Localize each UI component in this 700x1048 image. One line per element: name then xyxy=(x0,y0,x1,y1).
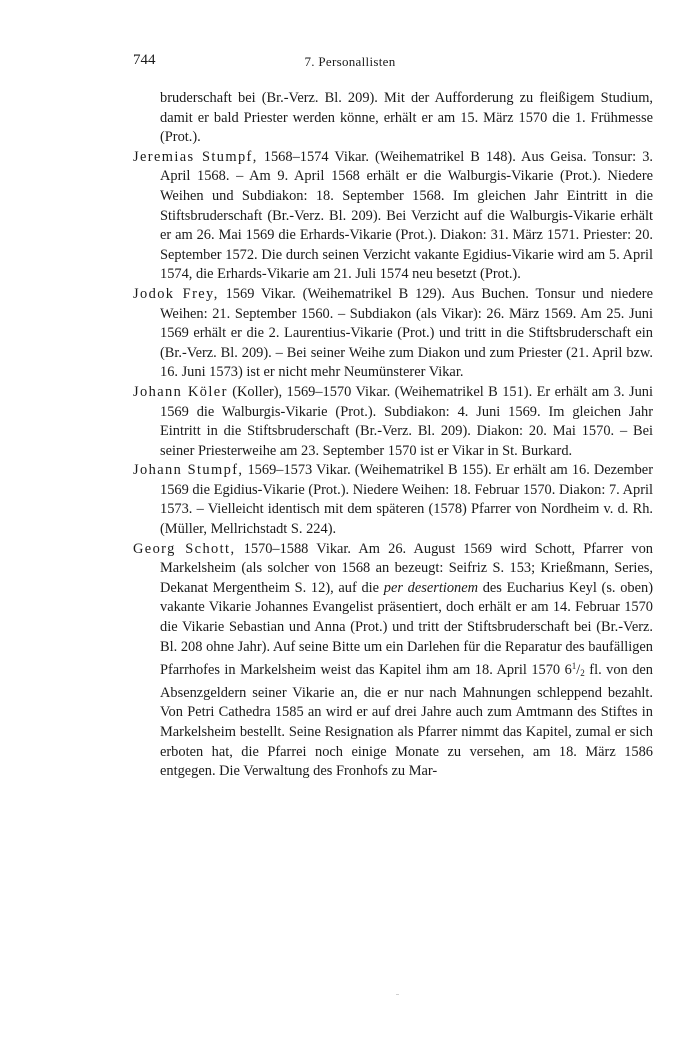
main-text-block xyxy=(133,89,653,782)
person-entry xyxy=(133,540,653,782)
entry-text: 1569 Vikar. (Weihematrikel B 129). Aus Buchen. Tonsur und niedere Weihen: 21. September 1560. – Subdiakon (als Vikar): 26. März 1569. Am 25. Juni 1569 erhält er die 2. Laurentius-Vikarie (Prot.) und tritt in die Stiftsbruderschaft ein (Br.-Verz. Bl. 209). – Bei seiner Weihe zum Diakon und zum Priester (21. April bzw. 16. Juni 1573) ist er nicht mehr Neumünsterer Vikar. xyxy=(160,285,653,381)
entry-text: 1570–1588 Vikar. Am 26. August 1569 wird Schott, Pfarrer von Markelsheim (als solcher von 1568 an bezeugt: Seifriz S. 153; Krießmann, Series, Dekanat Mergentheim S. 12), auf die xyxy=(160,540,653,596)
person-entry xyxy=(133,148,653,285)
entry-text: 1569–1573 Vikar. (Weihematrikel B 155). Er erhält am 16. Dezember 1569 die Egidius-Vikarie (Prot.). Niedere Weihen: 18. Februar 1570. Diakon: 7. April 1573. – Vielleicht identisch mit dem späteren (1578) Pfarrer von Nordheim v. d. Rh. (Müller, Mellrichstadt S. 224). xyxy=(160,462,653,538)
person-entry xyxy=(133,285,653,383)
entry-text: des Eucharius Keyl (s. oben) vakante Vikarie Johannes Evangelist präsentiert, doch erhält er am 14. Februar 1570 die Vikarie Sebastian und Anna (Prot.) und tritt der Stiftsbruderschaft bei (Br.-Verz. Bl. 208 ohne Jahr). Auf seine Bitte um ein Darlehen für die Reparatur des baufälligen Pfarrhofes in Markelsheim weist das Kapitel ihm am 18. April 1570 6 xyxy=(160,579,653,679)
fraction-denominator: 2 xyxy=(580,668,585,679)
scan-speck xyxy=(396,994,399,995)
continued-entry-text: bruderschaft bei (Br.-Verz. Bl. 209). Mit der Aufforderung zu fleißigem Studium, damit er bald Priester werden könne, erhält er am 15. März 1570 die 1. Frühmesse (Prot.). xyxy=(160,90,653,146)
person-entry xyxy=(133,383,653,461)
page-number: 744 xyxy=(133,52,156,68)
fraction-slash: / xyxy=(576,662,581,679)
entry-text: (Koller), 1569–1570 Vikar. (Weihematrikel B 151). Er erhält am 3. Juni 1569 die Walburgis-Vikarie (Prot.). Subdiakon: 4. Juni 1569. Im gleichen Jahr Eintritt in die Stiftsbruderschaft (Br.-Verz. Bl. 209). Diakon: 20. Mai 1570. – Bei seiner Priesterweihe am 23. September 1570 ist er Vikar in St. Burkard. xyxy=(160,383,653,459)
person-name: Jodok Frey, xyxy=(133,285,219,302)
person-name: Georg Schott, xyxy=(133,540,236,557)
person-entry xyxy=(133,461,653,539)
entry-text: fl. von den Absenzgeldern seiner Vikarie an, die er nur nach Mahnungen schleppend bezahlt. Von Petri Cathedra 1585 an wird er auf drei Jahre auch zum Amtmann des Stiftes in Markelsheim bestellt. Seine Resignation als Pfarrer nimmt das Kapitel, zumal er sich erboten hat, die Pfarrei noch einige Monate zu versehen, am 18. März 1586 entgegen. Die Verwaltung des Fronhofs zu Mar- xyxy=(160,662,653,780)
entry-text: 1568–1574 Vikar. (Weihematrikel B 148). Aus Geisa. Tonsur: 3. April 1568. – Am 9. April 1568 erhält er die Walburgis-Vikarie (Prot.). Niedere Weihen und Subdiakon: 18. September 1568. Im gleichen Jahr Eintritt in die Stiftsbruderschaft (Br.-Verz. Bl. 209). Bei Verzicht auf die Walburgis-Vikarie erhält er am 26. Mai 1569 die Erhards-Vikarie (Prot.). Diakon: 31. März 1571. Priester: 20. September 1572. Die durch seinen Verzicht vakante Egidius-Vikarie wird am 5. April 1574, die Erhards-Vikarie am 21. Juli 1574 neu besetzt (Prot.). xyxy=(160,148,653,283)
person-name: Johann Köler xyxy=(133,383,228,400)
person-name: Johann Stumpf, xyxy=(133,462,244,479)
italic-latin-phrase: per desertionem xyxy=(383,579,479,596)
fraction-numerator: 1 xyxy=(571,661,577,672)
person-name: Jeremias Stumpf, xyxy=(133,148,258,165)
running-head: 7. Personallisten xyxy=(304,54,396,69)
